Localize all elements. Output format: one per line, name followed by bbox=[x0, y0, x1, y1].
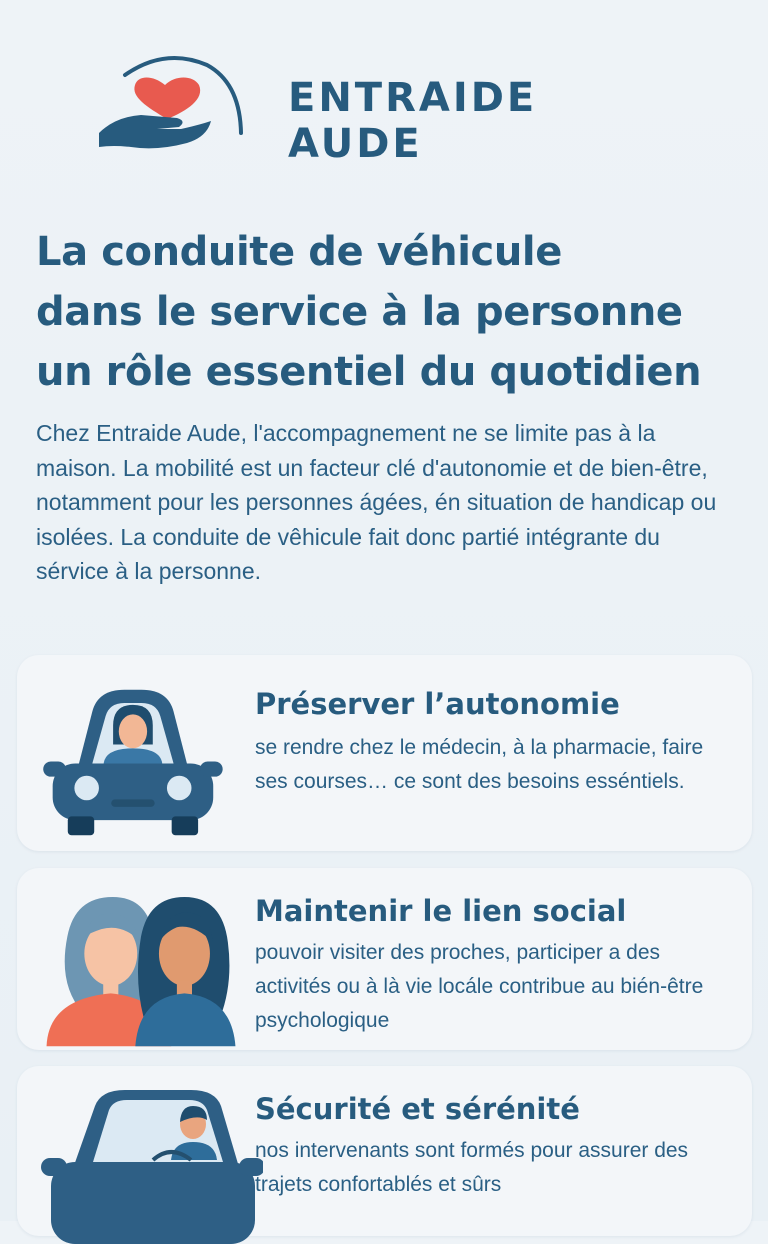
brand-line-2: AUDE bbox=[288, 121, 423, 167]
card-text: pouvoir visiter des proches, participer a des activités ou à là vie locále contribue au bién-être psychologique bbox=[255, 941, 704, 1032]
title-line-1: La conduite de véhicule bbox=[36, 229, 562, 275]
heart-in-hand-icon bbox=[95, 55, 245, 155]
card-title: Préserver l’autonomie bbox=[255, 687, 620, 721]
card-social-link bbox=[17, 868, 752, 1050]
title-line-2: dans le service à la personne bbox=[36, 289, 683, 335]
header bbox=[95, 55, 695, 175]
two-women-icon bbox=[41, 880, 241, 1050]
woman-driving-car-icon bbox=[37, 669, 227, 839]
card-text: nos intervenants sont formés pour assurer des trajets confortablés et sûrs bbox=[255, 1139, 689, 1196]
card-safety bbox=[17, 1066, 752, 1236]
page-title bbox=[36, 222, 766, 402]
title-line-3: un rôle essentiel du quotidien bbox=[36, 349, 702, 395]
intro-paragraph: Chez Entraide Aude, l'accompagnement ne se limite pas à la maison. La mobilité est un facteur clé d'autonomie et de bien-être, notamment pour les personnes ágées, én situation de handicap ou isolées. La conduite de vêhicule fait donc partié intégrante du sérvice à la personne. bbox=[36, 420, 717, 585]
card-autonomy bbox=[17, 655, 752, 851]
brand-name bbox=[288, 75, 537, 167]
card-title: Maintenir le lien social bbox=[255, 894, 627, 928]
man-driving-car-icon bbox=[39, 1084, 263, 1244]
card-title: Sécurité et sérénité bbox=[255, 1092, 580, 1126]
brand-line-1: ENTRAIDE bbox=[288, 75, 538, 121]
card-text: se rendre chez le médecin, à la pharmacie, faire ses courses… ce sont des besoins esséntiels. bbox=[255, 736, 704, 793]
